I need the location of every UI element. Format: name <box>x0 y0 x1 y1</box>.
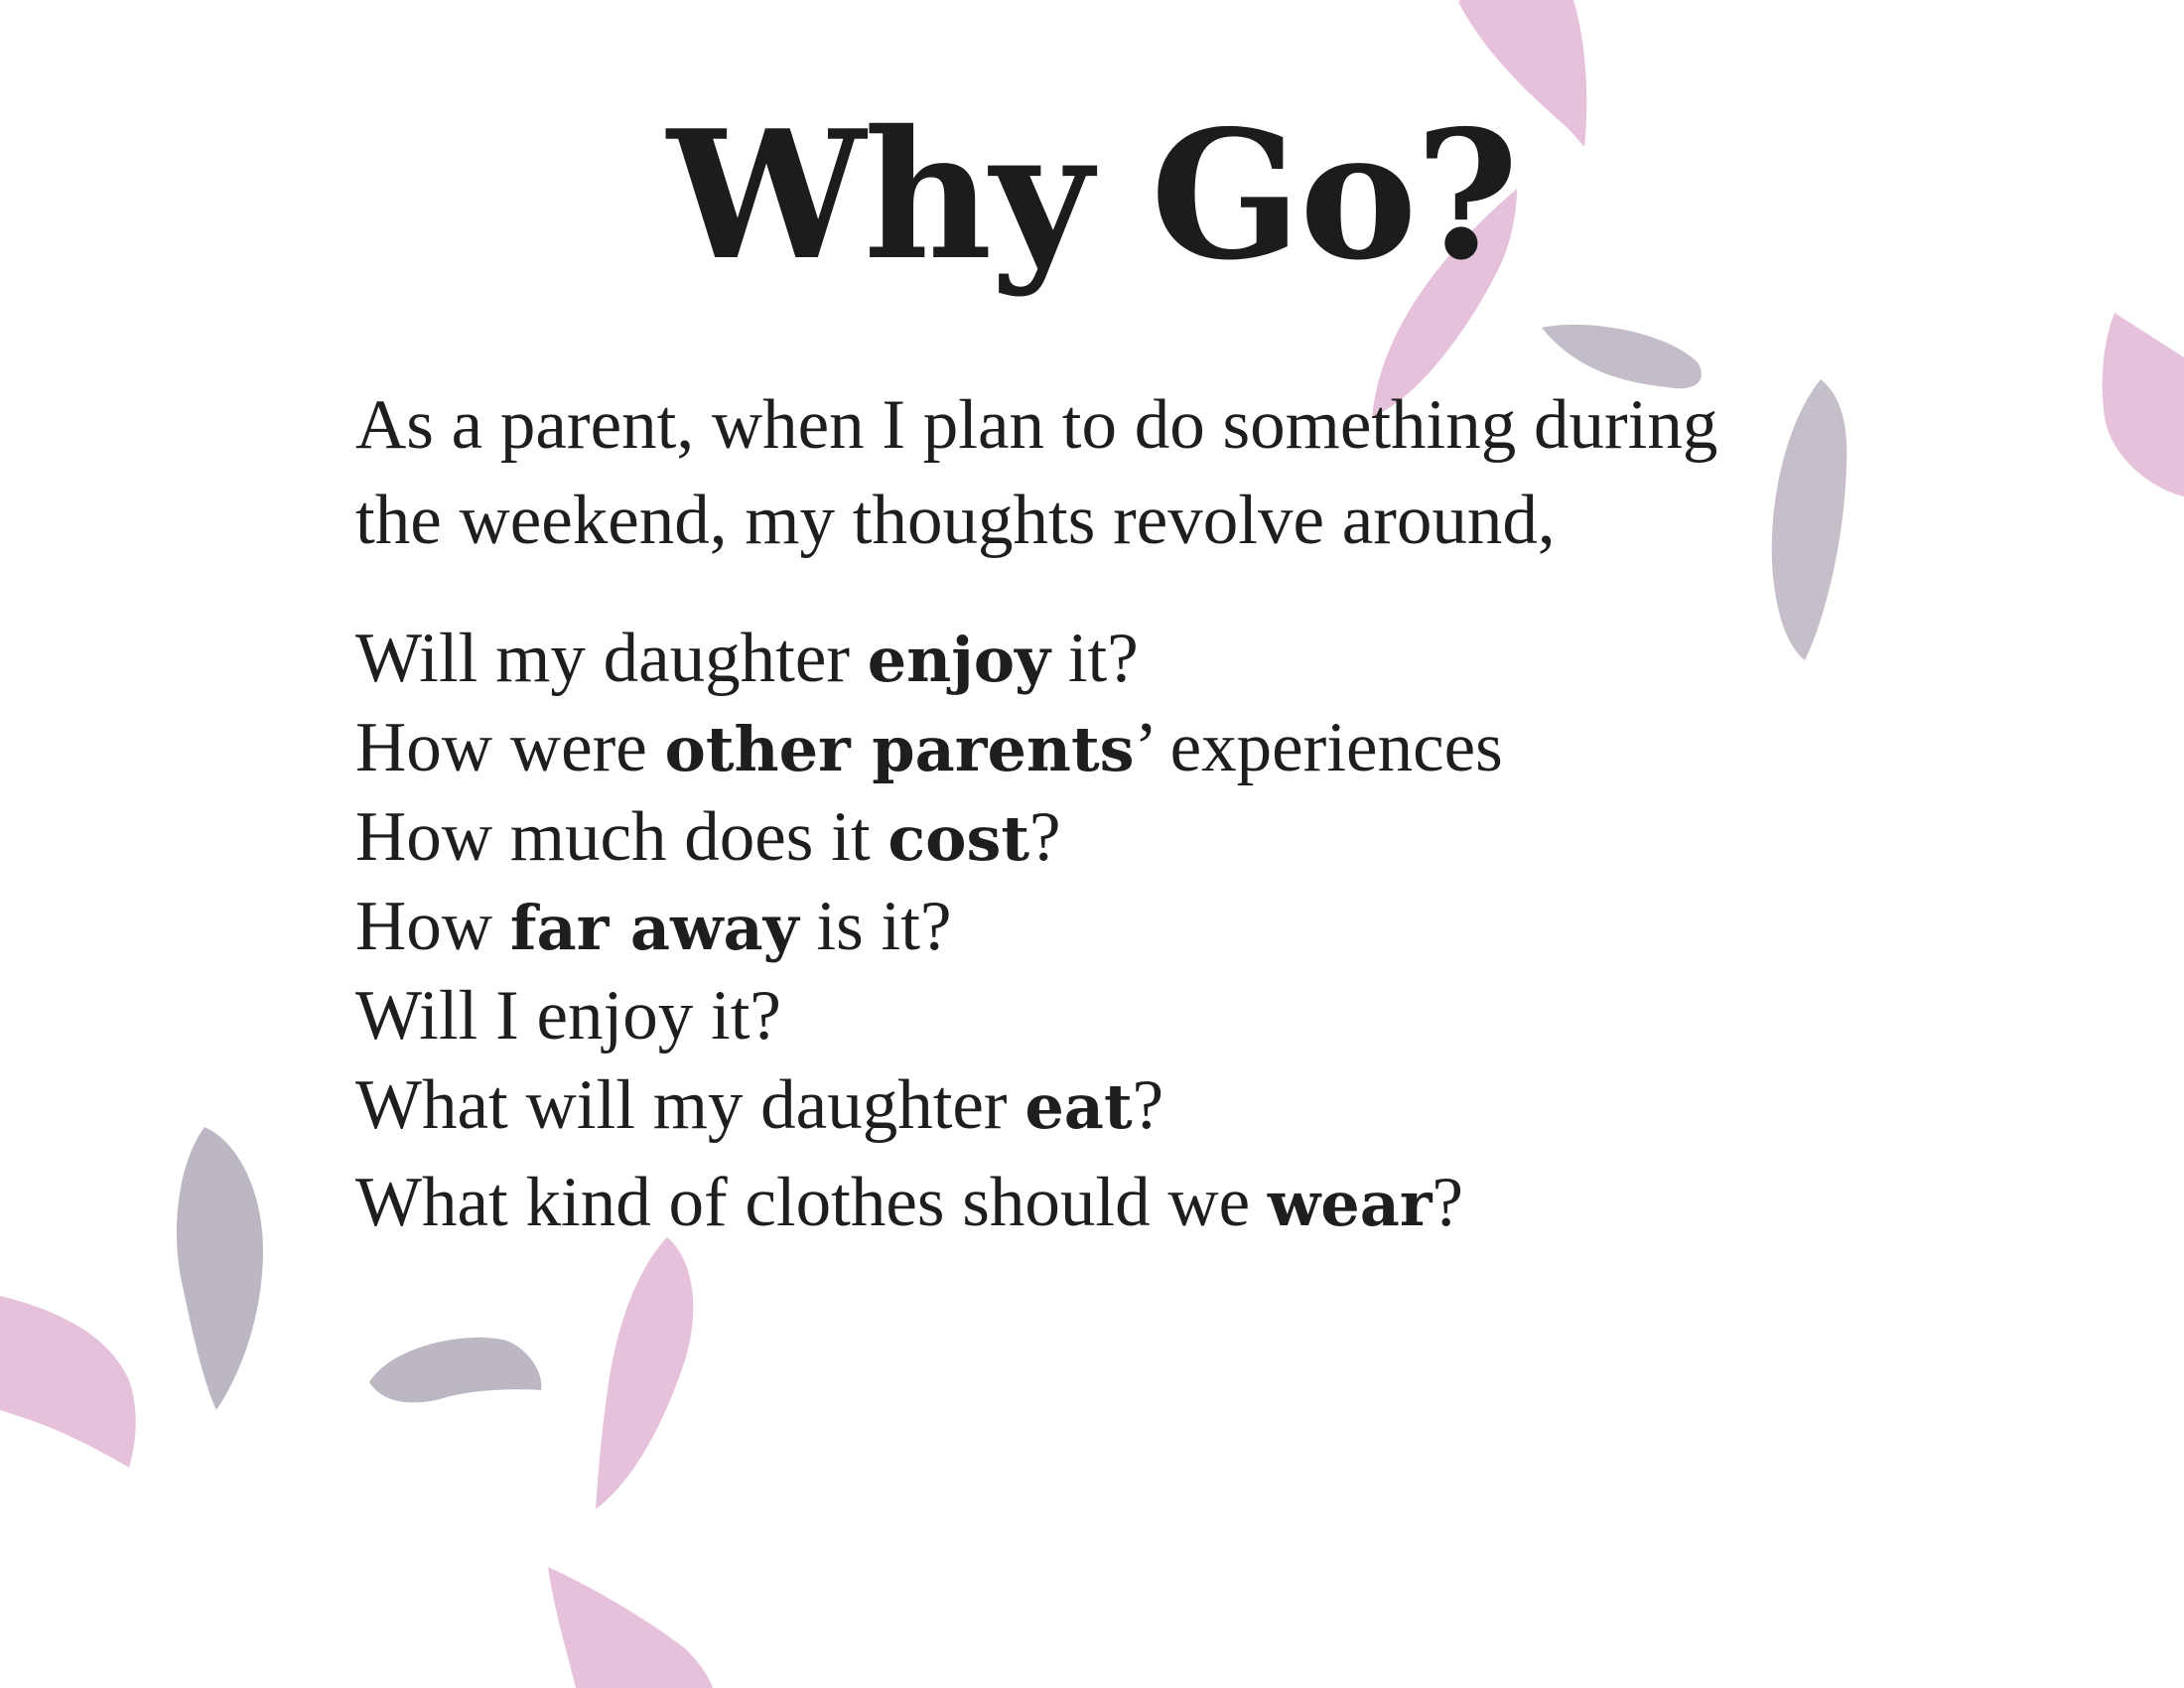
question-item <box>355 971 1503 1060</box>
question-text: What kind of clothes should we <box>355 1164 1268 1241</box>
question-item <box>355 882 1503 971</box>
question-keyword: cost <box>887 802 1030 875</box>
question-item <box>355 1158 1503 1247</box>
question-item <box>355 792 1503 882</box>
question-text: How much does it <box>355 798 888 876</box>
question-keyword: other parents <box>664 713 1135 785</box>
question-keyword: enjoy <box>867 624 1051 696</box>
question-text: it? <box>1050 620 1139 697</box>
question-text: ’ experiences <box>1134 709 1503 786</box>
page-title: Why Go? <box>667 91 1517 299</box>
question-keyword: wear <box>1267 1168 1433 1240</box>
question-text: How <box>355 888 510 965</box>
intro-paragraph <box>355 377 1983 568</box>
question-text: Will my daughter <box>355 620 868 697</box>
intro-line: the weekend, my thoughts revolve around, <box>355 482 1556 559</box>
question-text: Will I enjoy it? <box>355 977 781 1055</box>
question-text: ? <box>1029 798 1061 876</box>
question-item <box>355 703 1503 792</box>
question-text: What will my daughter <box>355 1066 1025 1144</box>
question-list <box>355 614 1503 1247</box>
question-keyword: eat <box>1024 1070 1133 1143</box>
intro-line: As a parent, when I plan to do something during <box>355 386 1718 464</box>
question-item <box>355 614 1503 703</box>
question-text: ? <box>1432 1164 1464 1241</box>
question-keyword: far away <box>509 892 799 964</box>
question-text: is it? <box>798 888 952 965</box>
question-text: How were <box>355 709 665 786</box>
question-text: ? <box>1132 1066 1164 1144</box>
question-item <box>355 1060 1503 1150</box>
